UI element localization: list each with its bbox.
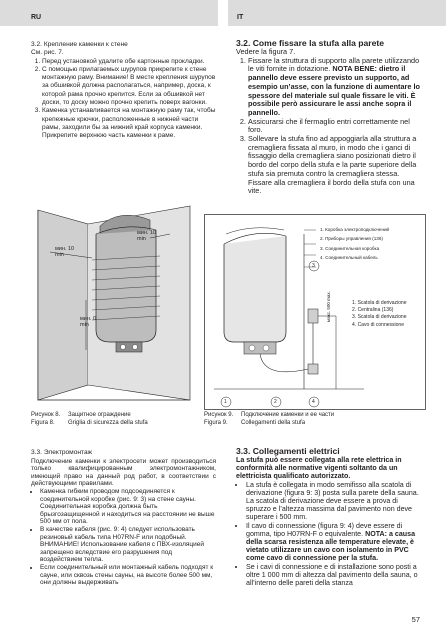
ru-step: 2. С помощью прилагаемых шурупов прикрепите к стене монтажную раму. Внимание! В месте крепления шурупов за обшивкой должна располагаться, например, доска, к которой рама прочно крепится. Если за обшивкой нет доски, то доску можно прочно крепить поверх вагонки. [42, 66, 216, 107]
legend-number: 4. [320, 255, 324, 261]
ru-section-title: 3.3. Электромонтаж [31, 449, 93, 456]
it-section-3-2 [236, 38, 424, 196]
ru-bullet: • Если соединительный или монтажный кабель подходят к сауне, или сквозь стены сауны, на высоте более 500 мм, они должны выдерживать [40, 564, 216, 587]
dim-left-unit: min [55, 252, 64, 258]
header-bar-it [228, 0, 446, 26]
legend-number: 2. [352, 307, 357, 314]
page-number: 57 [411, 615, 420, 624]
figure-8-caption [31, 411, 148, 427]
ru-section-title: 3.2. Крепление каменки к стене [31, 41, 128, 48]
header-bar-ru [0, 0, 218, 26]
legend-it-item [352, 314, 422, 321]
fig9-callout-3: 3 [312, 263, 315, 269]
caption-text-it: Collegamenti della stufa [241, 420, 306, 426]
it-section-title: 3.2. Come fissare la stufa alla parete [236, 38, 385, 48]
it-bullet-text: La stufa è collegata in modo semifisso alla scatola di derivazione (figura 9: 3) posta sulla parete della sauna. La scatola di derivazione deve essere a prova di spruzzo e l’altezza massima dal pavimento non deve superare i 500 mm. [246, 480, 419, 522]
it-bullet [246, 522, 424, 563]
it-bullet-text: Il cavo di connessione (figura 9: 4) deve essere di gomma, tipo H07RN-F o equivalente. [246, 521, 403, 538]
figure-8-heater-clearance-drawing [30, 200, 200, 410]
it-section-title: 3.3. Collegamenti elettrici [236, 446, 340, 456]
legend-text: Соединительный кабель [325, 255, 378, 261]
it-steps-list [236, 57, 424, 196]
dim-left-value: мин. 10 [55, 246, 75, 252]
ru-intro: Подключение каменки к электросети может производиться только квалифицированным электромонтажником, имеющий право на данный род работ, в соответствии с действующими правилами. [31, 457, 216, 488]
dim-top-value: мин. 10 [137, 230, 157, 236]
ru-bullets [31, 488, 216, 587]
caption-text-ru: Защитное ограждение [68, 412, 131, 418]
it-step [248, 118, 424, 135]
legend-text: Cavo di connessione [357, 321, 404, 328]
dim-front-value: мин. 0 [80, 316, 97, 322]
legend-text: Коробка электроподключений [325, 227, 390, 232]
it-bullets [236, 481, 424, 588]
fig9-legend-it [352, 300, 422, 329]
legend-text: Scatola di derivazione [357, 314, 407, 321]
it-bullet [246, 481, 424, 522]
ru-steps-list [31, 58, 216, 141]
legend-number: 2. [320, 236, 324, 242]
it-step-text: Assicurarsi che il fermaglio entri correttamente nel foro. [248, 116, 410, 135]
legend-ru-item [320, 244, 420, 253]
it-section-3-3 [236, 446, 424, 587]
caption-number-it: Figura 9. [204, 420, 228, 426]
legend-number: 3. [320, 245, 324, 251]
language-tag-ru: RU [31, 14, 42, 21]
ru-step: 1. Перед установкой удалите обе картонные прокладки. [42, 58, 216, 66]
ru-bullet: • Каменка гибким проводом подсоединяется к соединительной коробке (рис. 9: 3) на стене сауны. Соединительная коробка должна быть брызгозащищенной и находиться на расстоянии не выше 500 мм от пола. [40, 488, 216, 526]
legend-text: Scatola di derivazione [357, 300, 407, 306]
it-intro: La stufa può essere collegata alla rete elettrica in conformità alle normative vigenti soltanto da un elettricista qualificato autorizzato. [236, 456, 402, 481]
it-step-text: Sollevare la stufa fino ad appoggiarla alla struttura a cremagliera fissata al muro, in modo che i ganci di fissaggio della cremagliera siano posizionati dietro il bordo del corpo della stufa e la parte superiore della stufa sia premuta contro la cremagliera stessa. Fissare alla cremagliera il bordo della stufa con una vite. [248, 134, 417, 196]
it-step-text: Fissare la struttura di supporto alla parete utilizzando le viti fornite in dotazione. [248, 55, 420, 74]
legend-text: Приборы управления (136) [325, 236, 383, 242]
ru-see-figure: См. рис. 7. [31, 49, 64, 57]
fig8-dim-top [137, 230, 156, 242]
ru-step: 3. Каменка устанавливается на монтажную раму так, чтобы крепежные крючки, расположенные в нижней части рамы, заходили бы за нижний край корпуса каменки. Прикрепите верхнюю часть каменки к раме. [42, 107, 216, 140]
fig9-height-label: макс. 500 max. [326, 291, 331, 322]
legend-it-item [352, 300, 422, 307]
caption-number-ru: Рисунок 9. [204, 412, 234, 418]
ru-section-3-3 [31, 449, 216, 587]
legend-ru-item [320, 225, 420, 234]
fig8-dim-front [80, 316, 96, 328]
legend-number: 1. [352, 300, 357, 306]
it-bullet-text: Se i cavi di connessione e di installazione sono posti a oltre 1 000 mm di altezza dal pavimento della sauna, o all’interno delle pareti della stanza [246, 562, 418, 588]
legend-ru-item [320, 234, 420, 243]
ru-section-3-2 [31, 41, 216, 141]
caption-number-ru: Рисунок 8. [31, 412, 61, 418]
figure-9-caption [204, 411, 334, 427]
fig9-legend-ru [320, 225, 420, 263]
it-bullet [246, 563, 424, 588]
legend-number: 1. [320, 227, 324, 232]
legend-text: Соединительная коробка [325, 245, 380, 251]
dim-front-unit: min [80, 322, 89, 328]
caption-number-it: Figura 8. [31, 420, 55, 426]
caption-text-it: Griglia di sicurezza della stufa [68, 420, 148, 426]
it-step [248, 135, 424, 196]
fig9-callout-1: 1 [224, 399, 227, 405]
it-see-figure: Vedere la figura 7. [236, 47, 296, 56]
it-step-note: NOTA BENE: dietro il pannello deve essere previsto un supporto, ad esempio un’asse, con la funzione di aumentare lo spessore del materiale sul quale fissare le viti. È possibile però assicurare le assi anche sopra il pannello. [248, 64, 420, 117]
legend-ru-item [320, 253, 420, 262]
language-tag-it: IT [237, 14, 244, 21]
ru-bullet: • В качестве кабеля (рис. 9: 4) следует использовать резиновый кабель типа H07RN-F или подобный. ВНИМАНИЕ! Использование кабеля с ПВХ-изоляцией запрещено вследствие его разрушения под воздействием тепла. [40, 526, 216, 564]
legend-number: 4. [352, 321, 357, 328]
caption-text-ru: Подключение каменки и ее части [241, 412, 335, 418]
legend-it-item [352, 307, 422, 314]
legend-it-item [352, 322, 422, 329]
fig8-dim-left [55, 246, 74, 258]
legend-number: 3. [352, 314, 357, 321]
it-step [248, 57, 424, 118]
it-bullet-note: NOTA: a causa della scarsa resistenza alle temperature elevate, è vietato utilizzare un cavo con isolamento in PVC come cavo di connessione per la stufa. [246, 529, 416, 563]
dim-top-unit: min [137, 236, 146, 242]
fig9-callout-2: 2 [274, 399, 277, 405]
fig9-callout-4: 4 [312, 399, 315, 405]
legend-text: Centralina (136) [357, 307, 394, 314]
